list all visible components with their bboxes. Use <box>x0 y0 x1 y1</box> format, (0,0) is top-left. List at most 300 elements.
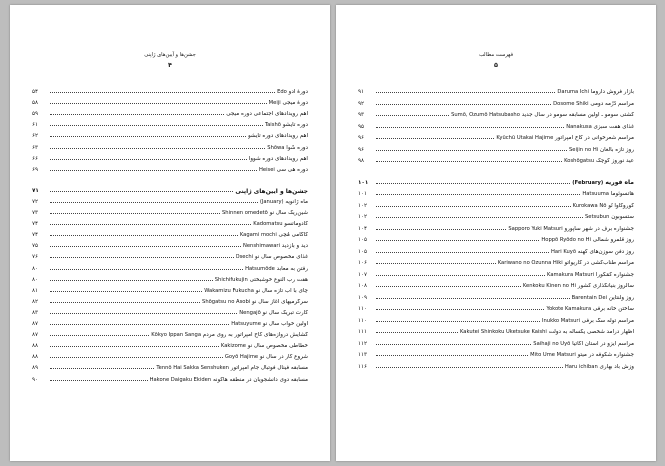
toc-entry-persian: سرگرمیهای آغاز سال نو <box>252 298 308 305</box>
toc-page-number: ۸۸ <box>32 343 39 350</box>
toc-page-number: ۷۴ <box>32 221 39 228</box>
toc-page-number: ۹۸ <box>358 158 365 164</box>
toc-entry-romaji: Saihaji no Uyō <box>533 340 571 347</box>
toc-entry-title <box>267 145 308 152</box>
toc-entry-title <box>533 341 634 348</box>
dot-leader <box>50 313 237 314</box>
toc-page-number: ۱۰۴ <box>358 225 368 232</box>
dot-leader <box>376 161 562 162</box>
toc-entry-persian: مسابقه فینال فوتبال جام امپراتور <box>230 365 308 372</box>
toc-page-number: ۵۹ <box>32 111 39 118</box>
dot-leader <box>50 257 234 258</box>
table-of-contents <box>358 5 634 461</box>
toc-entry-title <box>498 260 634 267</box>
toc-entry-persian: غذای مخصوص سال نو <box>254 254 308 261</box>
toc-entry-persian: دید و بازدید <box>281 243 308 250</box>
toc-entry-title <box>245 266 308 273</box>
toc-page-number: ۸۸ <box>32 354 39 361</box>
toc-page-number: ۸۷ <box>32 321 39 327</box>
toc-entry[interactable] <box>32 350 308 361</box>
toc-entry[interactable] <box>32 228 308 239</box>
dot-leader <box>50 148 265 149</box>
toc-entry-romaji: (February) <box>572 179 604 186</box>
toc-entry-persian: شروع کار در سال نو <box>259 354 308 361</box>
toc-page-number: ۱۰۵ <box>358 248 368 255</box>
toc-page-number: ۸۲ <box>32 298 39 305</box>
toc-entry-title <box>221 343 308 350</box>
toc-entry-title <box>215 277 308 284</box>
toc-entry[interactable] <box>32 284 308 295</box>
toc-entry[interactable] <box>358 314 634 325</box>
toc-entry-persian: اولین خواب سال نو <box>262 321 308 327</box>
toc-entry-romaji: Kōkyo Ippan Sanga <box>151 332 201 339</box>
toc-entry-persian: جشن‌ها و آیین‌های ژاپنی <box>235 187 308 195</box>
toc-entry-persian: کاگامی مُچی <box>278 232 308 239</box>
dot-leader <box>50 159 247 160</box>
toc-entry[interactable] <box>358 210 634 221</box>
toc-entry-romaji: Hatsuyume <box>231 321 261 327</box>
toc-entry-romaji: Sapporo Yuki Matsuri <box>508 225 563 232</box>
toc-entry-title <box>551 249 634 256</box>
toc-entry[interactable] <box>358 291 634 302</box>
toc-entry-romaji: Kamakura Matsuri <box>547 271 595 278</box>
toc-entry-persian: ستسوبون <box>611 214 634 220</box>
toc-entry-romaji: Shinnen omedetō <box>222 210 268 216</box>
toc-page-number: ۹۱ <box>358 89 365 95</box>
toc-entry-romaji: Hari Kuyō <box>551 248 576 255</box>
toc-entry[interactable] <box>32 328 308 339</box>
toc-entry[interactable] <box>358 143 634 154</box>
dot-leader <box>376 252 549 253</box>
toc-entry-persian: روز قلمرو شمالی <box>592 237 634 243</box>
dot-leader <box>376 115 449 116</box>
toc-entry-romaji: Shōgatsu no Asobi <box>202 298 251 305</box>
dot-leader <box>376 217 583 218</box>
toc-entry-persian: جشنواره شکوفه در میتو <box>577 352 634 358</box>
dot-leader <box>50 269 243 270</box>
toc-entry-persian: روز ولنتاین <box>608 294 634 301</box>
toc-entry-romaji: (January) <box>259 198 284 205</box>
toc-page-number: ۸۰ <box>32 276 39 283</box>
toc-entry-romaji: Barentain Dei <box>571 294 608 301</box>
toc-page-number: ۹۳ <box>358 112 365 118</box>
toc-page-number: ۸۱ <box>32 287 39 294</box>
toc-entry-romaji: Kagami mochi <box>239 232 277 239</box>
toc-entry-persian: دوره تایشو <box>282 122 308 129</box>
toc-entry[interactable] <box>358 85 634 96</box>
dot-leader <box>50 103 267 104</box>
toc-page-number: ۱۰۲ <box>358 202 368 209</box>
toc-page-number: ۸۳ <box>32 309 39 316</box>
toc-page-number: ۱۱۶ <box>358 363 368 370</box>
toc-page-number: ۷۴ <box>32 232 39 239</box>
toc-entry-persian: کارت تبریک سال نو <box>262 309 308 316</box>
toc-entry-title <box>231 321 308 328</box>
toc-entry-persian: دوره هی سی <box>276 166 308 173</box>
dot-leader <box>376 332 458 333</box>
dot-leader <box>376 321 540 322</box>
toc-entry[interactable] <box>32 85 308 96</box>
toc-entry-romaji: Seijin no Hi <box>568 146 599 153</box>
dot-leader <box>50 246 241 247</box>
toc-entry-romaji: Kadomatsu <box>253 221 283 228</box>
running-head: فهرست مطالب <box>478 52 514 58</box>
toc-entry[interactable] <box>32 163 308 174</box>
toc-entry[interactable] <box>358 120 634 131</box>
toc-entry-title <box>451 112 634 119</box>
toc-entry-title <box>248 133 308 140</box>
toc-page-number: ۹۲ <box>358 100 365 107</box>
toc-entry-persian: رفتن به معابد <box>276 265 308 272</box>
toc-entry-persian: بازار فروش داروما <box>590 89 634 95</box>
dot-leader <box>50 380 148 381</box>
dot-leader <box>376 194 580 195</box>
toc-page-number: ۱۰۸ <box>358 283 368 289</box>
toc-entry-title <box>546 306 634 313</box>
right-page <box>336 5 656 461</box>
toc-entry-title <box>566 124 634 131</box>
toc-entry-title <box>226 111 308 118</box>
dot-leader <box>376 344 531 345</box>
toc-entry-title <box>204 288 308 295</box>
toc-entry[interactable] <box>358 256 634 267</box>
toc-page-number: ۹۰ <box>32 376 39 383</box>
dot-leader <box>376 150 567 151</box>
toc-entry[interactable] <box>32 250 308 261</box>
toc-entry[interactable] <box>32 361 308 372</box>
toc-page-number: ۸۹ <box>32 365 39 372</box>
dot-leader <box>50 368 154 369</box>
toc-entry-persian: غذای هفت سبزی <box>593 123 634 130</box>
toc-entry[interactable] <box>358 325 634 336</box>
toc-entry-romaji: Nengajō <box>239 309 261 316</box>
toc-page-number: ۶۳ <box>32 144 39 151</box>
toc-entry-title <box>236 254 308 261</box>
toc-entry-title <box>253 221 308 228</box>
toc-entry-romaji: Osechi <box>235 254 254 261</box>
toc-entry[interactable] <box>358 245 634 256</box>
toc-page-number: ۷۱ <box>32 187 39 194</box>
toc-page-number: ۱۰۷ <box>358 271 368 278</box>
toc-entry-persian: اهم رویدادهای اجتماعی دوره میجی <box>226 111 308 118</box>
toc-entry[interactable] <box>32 129 308 140</box>
toc-entry-persian: گشایش دروازه‌های کاخ امپراتور به روی مردم <box>202 332 308 339</box>
toc-entry-title <box>269 100 308 107</box>
toc-entry-persian: مسابقه دوی دانشجویان در منطقه هاکونه <box>212 376 308 383</box>
toc-page-number: ۱۱۳ <box>358 352 368 358</box>
dot-leader <box>376 355 528 356</box>
toc-entry[interactable] <box>358 108 634 119</box>
dot-leader <box>376 183 570 184</box>
toc-entry[interactable] <box>358 337 634 348</box>
toc-entry-title <box>259 167 308 174</box>
toc-entry-persian: دورهٔ میجی <box>282 100 308 107</box>
toc-entry-romaji: Kakizome <box>220 343 246 350</box>
toc-entry-title <box>530 352 634 359</box>
toc-page-number: ۱۰۹ <box>358 294 368 301</box>
toc-entry-persian: روز دفن سوزن‌های کهنه <box>577 248 634 255</box>
toc-entry-persian: کادوماتسو <box>284 221 308 228</box>
toc-entry-title <box>460 329 634 336</box>
toc-entry-title <box>225 354 308 361</box>
toc-entry[interactable] <box>32 206 308 217</box>
toc-entry-romaji: Koshōgatsu <box>564 158 595 164</box>
dot-leader <box>376 206 571 207</box>
toc-entry-title <box>260 199 308 206</box>
toc-page-number: ۷۵ <box>32 243 39 250</box>
toc-entry[interactable] <box>32 141 308 152</box>
toc-entry-romaji: Goyō Hajime <box>224 354 259 361</box>
toc-entry-romaji: Taishō <box>264 122 281 129</box>
toc-page-number: ۱۰۱ <box>358 191 368 197</box>
toc-page-number: ۱۰۲ <box>358 214 368 220</box>
dot-leader <box>376 298 570 299</box>
toc-entry-title <box>572 295 634 302</box>
toc-entry[interactable] <box>32 295 308 306</box>
toc-page-number: ۶۶ <box>32 155 39 162</box>
toc-page-number: ۵۸ <box>32 100 39 107</box>
toc-entry-romaji: Dosome Shiki <box>553 100 589 107</box>
toc-page-number: ۶۹ <box>32 166 39 173</box>
toc-page-number: ۷۲ <box>32 198 39 205</box>
toc-entry-title <box>557 89 634 96</box>
toc-entry[interactable] <box>32 273 308 284</box>
dot-leader <box>50 335 149 336</box>
toc-entry[interactable] <box>32 373 308 384</box>
toc-page-number: ۹۶ <box>358 146 365 153</box>
toc-entry[interactable] <box>32 239 308 250</box>
dot-leader <box>50 235 238 236</box>
toc-entry-title <box>239 310 308 317</box>
dot-leader <box>50 125 263 126</box>
toc-entry-title <box>565 364 634 371</box>
toc-entry-persian: چای با آب تازه سال نو <box>255 287 308 294</box>
toc-page-number: ۶۲ <box>32 133 39 140</box>
toc-entry-title <box>523 283 634 290</box>
toc-entry-romaji: Tennō Hai Sakka Senshuken <box>156 365 229 372</box>
toc-entry-romaji: Hatsuuma <box>582 191 609 197</box>
toc-entry[interactable] <box>358 187 634 198</box>
toc-page-number: ۱۱۲ <box>358 340 368 347</box>
dot-leader <box>50 170 257 171</box>
toc-entry-title <box>508 226 634 233</box>
toc-entry-romaji: Wakamizu Fukucha <box>204 287 254 294</box>
dot-leader <box>376 367 563 368</box>
toc-entry-romaji: Nenshimawari <box>242 243 281 250</box>
toc-entry-romaji: Haru ichiban <box>564 363 598 370</box>
toc-entry-persian: جشنواره برف در شهر ساپورو <box>564 225 634 232</box>
toc-entry-title <box>265 122 308 129</box>
dot-leader <box>376 127 564 128</box>
toc-entry-title <box>243 243 308 250</box>
toc-entry[interactable] <box>32 96 308 107</box>
left-page <box>10 5 330 461</box>
dot-leader <box>50 280 213 281</box>
toc-entry-title <box>547 272 634 279</box>
dot-leader <box>376 240 539 241</box>
dot-leader <box>50 324 229 325</box>
toc-entry-persian: مراسم توله سگ برفی <box>581 317 634 324</box>
dot-leader <box>50 136 246 137</box>
toc-entry[interactable] <box>358 233 634 244</box>
toc-entry-romaji: Kariwano no Ōzunna Hiki <box>497 260 563 266</box>
toc-section-heading[interactable] <box>358 176 634 187</box>
toc-entry-title <box>542 318 634 325</box>
page-number: ۴ <box>168 61 172 69</box>
toc-entry-title <box>249 156 308 163</box>
toc-entry-persian: ساختن خانه برفی <box>592 306 634 312</box>
toc-entry-title <box>150 377 308 384</box>
toc-entry-romaji: Setsubun <box>585 214 610 220</box>
toc-entry-persian: هاتسوئوما <box>610 191 634 197</box>
page-number: ۵ <box>494 61 498 69</box>
dot-leader <box>376 309 544 310</box>
toc-entry[interactable] <box>32 339 308 350</box>
toc-page-number: ۱۰۱ <box>358 179 369 186</box>
toc-entry-title <box>151 332 308 339</box>
toc-page-number: ۱۰۶ <box>358 260 368 266</box>
toc-entry-romaji: Edo <box>277 89 287 95</box>
toc-entry-persian: دوره شُوا <box>286 144 308 151</box>
toc-entry-persian: هفت رب النوع خوشبختی <box>249 276 308 283</box>
toc-entry-persian: وزش باد بهاری <box>599 363 634 370</box>
toc-entry[interactable] <box>358 97 634 108</box>
toc-entry-persian: مراسم دُرُمه دومی <box>590 100 634 107</box>
dot-leader <box>376 263 496 264</box>
toc-page-number: ۱۱۱ <box>358 329 368 335</box>
toc-entry-romaji: Shichifukujin <box>214 276 248 283</box>
toc-entry[interactable] <box>32 107 308 118</box>
toc-entry-title <box>585 214 634 221</box>
toc-entry-persian: خطاطی مخصوص سال نو <box>247 343 308 350</box>
toc-entry[interactable] <box>358 279 634 290</box>
dot-leader <box>376 138 494 139</box>
toc-entry-title <box>564 158 634 165</box>
toc-page-number: ۹۵ <box>358 123 365 130</box>
dot-leader <box>376 275 545 276</box>
toc-entry[interactable] <box>358 360 634 371</box>
table-of-contents <box>32 5 308 461</box>
toc-entry[interactable] <box>32 217 308 228</box>
dot-leader <box>50 224 251 225</box>
toc-entry-persian: جشنواره کَمَکورا <box>595 271 634 278</box>
toc-entry-romaji: Nanakusa <box>566 123 592 130</box>
toc-page-number: ۹۶ <box>358 135 365 141</box>
toc-entry-persian: اظهار درآمد شخصی یکساله به دولت <box>548 329 634 335</box>
toc-page-number: ۱۰۵ <box>358 237 368 243</box>
toc-page-number: ۱۱۰ <box>358 317 368 324</box>
toc-entry-title <box>582 191 634 198</box>
toc-entry-romaji: Daruma Ichi <box>557 89 589 95</box>
toc-entry[interactable] <box>32 306 308 317</box>
toc-entry-romaji: Mito Ume Matsuri <box>530 352 576 358</box>
toc-entry-romaji: Inukko Matsuri <box>541 317 580 324</box>
toc-entry-persian: عید نوروز کوچک <box>595 158 634 164</box>
toc-entry-title <box>156 365 308 372</box>
toc-entry-persian: روز تازه بالغان <box>599 146 634 153</box>
toc-page-number: ۵۴ <box>32 89 39 95</box>
toc-entry-persian: مراسم شعرخوانی در کاخ امپراتور <box>555 135 634 141</box>
toc-entry-title <box>240 232 308 239</box>
toc-entry-romaji: Kurokawa Nō <box>572 202 607 209</box>
toc-section-heading[interactable] <box>32 184 308 195</box>
dot-leader <box>376 92 555 93</box>
toc-entry[interactable] <box>358 131 634 142</box>
dot-leader <box>50 291 202 292</box>
toc-entry-romaji: Sumō, Ōzumō Hatsubasho <box>451 112 520 118</box>
toc-entry-romaji: Meiji <box>268 100 281 107</box>
toc-entry-persian: کوروکاوا نُو <box>608 202 634 209</box>
toc-entry-persian: ماه ژانویه <box>285 198 308 205</box>
toc-entry[interactable] <box>32 118 308 129</box>
dot-leader <box>50 302 200 303</box>
dot-leader <box>50 202 258 203</box>
toc-page-number: ۸۰ <box>32 265 39 272</box>
toc-entry-persian: کشتی سومو ـ اولین مسابقه سومو در سال جدید <box>521 112 634 118</box>
toc-entry[interactable] <box>32 195 308 206</box>
toc-entry[interactable] <box>358 199 634 210</box>
toc-entry[interactable] <box>32 317 308 328</box>
toc-page-number: ۷۳ <box>32 210 39 216</box>
toc-entry-persian: دورهٔ ادو <box>288 89 308 95</box>
dot-leader <box>50 357 223 358</box>
dot-leader <box>376 229 506 230</box>
toc-entry[interactable] <box>32 262 308 273</box>
toc-entry-title <box>277 89 308 96</box>
toc-entry-title <box>541 237 634 244</box>
toc-entry-persian: ماه فوریه <box>605 178 634 186</box>
toc-entry[interactable] <box>358 222 634 233</box>
toc-entry-title <box>572 179 634 187</box>
toc-entry-title <box>573 203 634 210</box>
toc-entry-title <box>569 147 634 154</box>
dot-leader <box>50 346 219 347</box>
toc-entry-romaji: Shōwa <box>267 144 285 151</box>
toc-entry-romaji: Hakone Daigaku Ekiden <box>149 376 212 383</box>
toc-entry-romaji: Yokote Kamakura <box>546 306 592 312</box>
toc-page-number: ۸۷ <box>32 332 39 339</box>
toc-entry-title <box>222 210 308 217</box>
toc-entry[interactable] <box>358 348 634 359</box>
toc-entry[interactable] <box>358 154 634 165</box>
toc-entry-persian: مراسم آیزو در استان آکاتیا <box>572 340 634 347</box>
toc-entry-persian: سالروز بنیانگذاری کشور <box>577 283 634 289</box>
dot-leader <box>376 104 551 105</box>
toc-entry-persian: مراسم طناب‌کشی در کاریواتو <box>564 260 634 266</box>
dot-leader <box>50 213 220 214</box>
toc-entry-romaji: Kenkoku Kinen no Hi <box>522 283 576 289</box>
dot-leader <box>50 191 233 192</box>
toc-entry-romaji: Heisei <box>259 166 275 173</box>
toc-entry-title <box>235 188 308 195</box>
toc-entry-romaji: Kyūchū Utakai Hajime <box>496 135 554 141</box>
toc-entry-title <box>553 101 634 108</box>
toc-entry-persian: اهم رویدادهای دوره شووا <box>248 155 308 162</box>
toc-entry[interactable] <box>358 268 634 279</box>
toc-entry-romaji: Kakutei Shinkoku Uketsuke Kaishi <box>459 329 547 335</box>
toc-entry[interactable] <box>358 302 634 313</box>
dot-leader <box>50 114 224 115</box>
toc-entry[interactable] <box>32 152 308 163</box>
toc-page-number: ۱۱۰ <box>358 306 368 312</box>
toc-entry-persian: اهم رویدادهای دوره تایشو <box>247 133 308 140</box>
toc-entry-title <box>202 299 308 306</box>
running-head: جشن‌ها و آیین‌های ژاپنی <box>144 52 196 58</box>
dot-leader <box>376 286 521 287</box>
toc-entry-romaji: Hatsumōde <box>245 265 275 272</box>
toc-entry-romaji: Hoppō Ryōdo no Hi <box>541 237 592 243</box>
toc-entry-title <box>496 135 634 142</box>
